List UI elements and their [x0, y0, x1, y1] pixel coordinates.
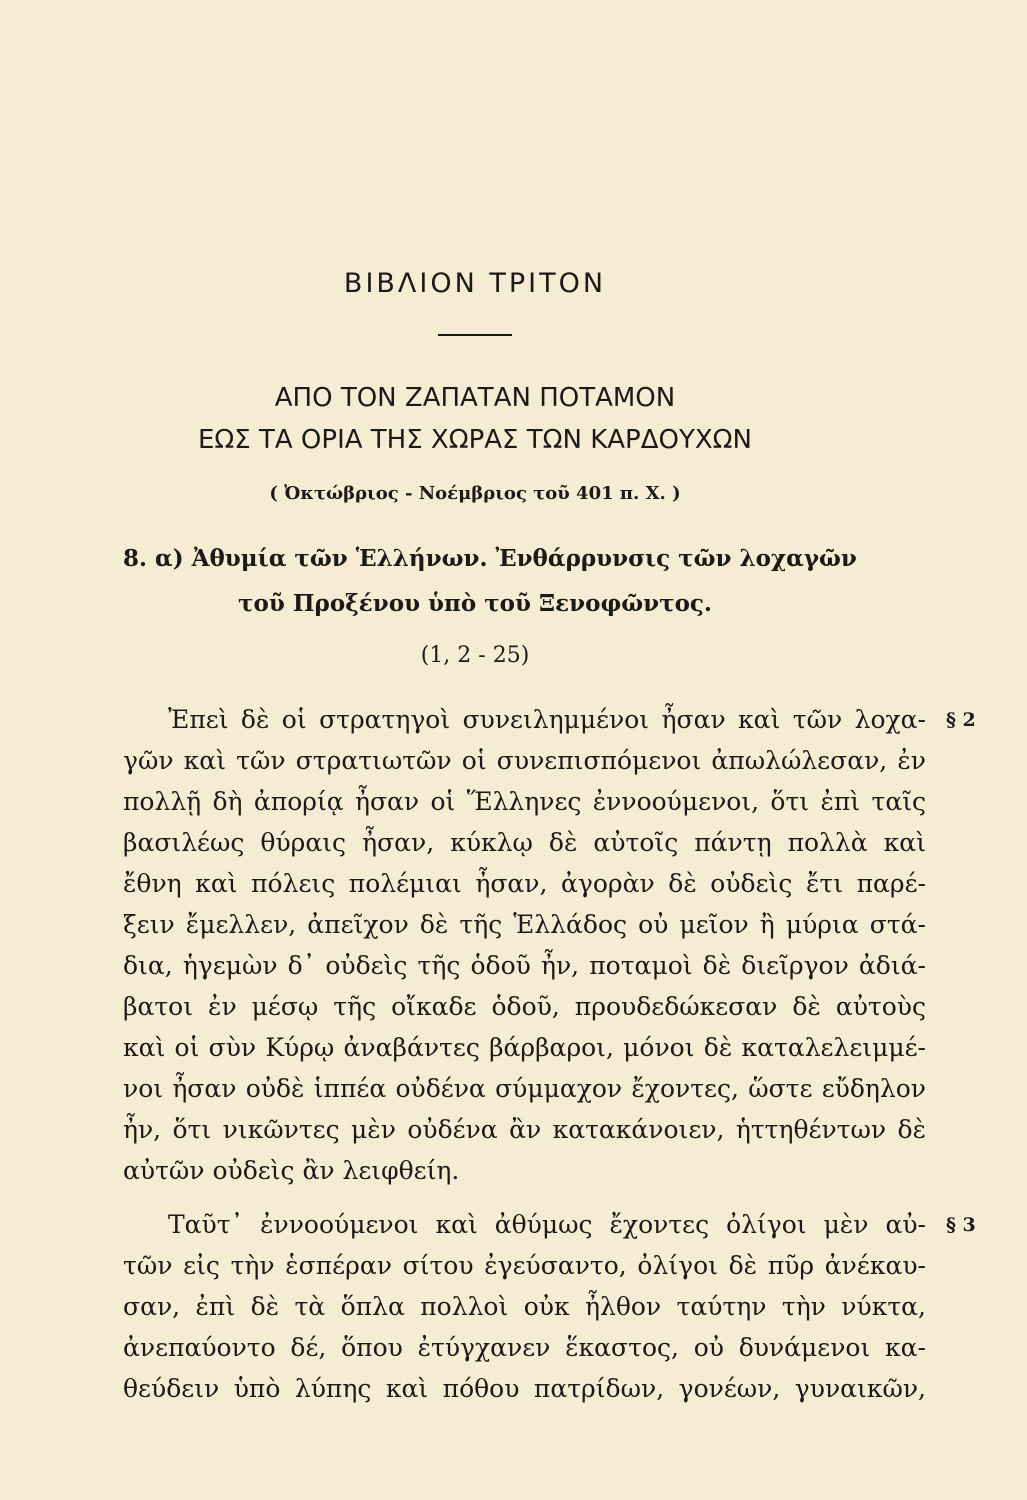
text-line: ἦν, ὅτι νικῶντες μὲν οὐδένα ἂν κατακάνοιεν, ἡττηθέντων δὲ [123, 1115, 926, 1144]
book-title: ΒΙΒΛΙΟΝ ΤΡΙΤΟΝ [343, 268, 607, 299]
text-line: Ἐπεὶ δὲ οἱ στρατηγοὶ συνειλημμένοι ἦσαν καὶ τῶν λοχα- [168, 705, 926, 734]
text-line: πολλῇ δὴ ἀπορίᾳ ἦσαν οἱ Ἕλληνες ἐννοούμενοι, ὅτι ἐπὶ ταῖς [123, 787, 926, 816]
date-line: ( Ὀκτώβριος - Νοέμβριος τοῦ 401 π. Χ. ) [269, 483, 681, 504]
passage-reference: (1, 2 - 25) [420, 643, 530, 668]
text-line: βατοι ἐν μέσῳ τῆς οἴκαδε ὁδοῦ, προυδεδώκεσαν δὲ αὐτοὺς [123, 992, 926, 1021]
chapter-heading-line-2: τοῦ Προξένου ὑπὸ τοῦ Ξενοφῶντος. [238, 590, 712, 617]
text-line: ἀνεπαύοντο δέ, ὅπου ἐτύγχανεν ἕκαστος, οὐ δυνάμενοι κα- [123, 1333, 926, 1362]
text-line: Ταῦτ᾽ ἐννοούμενοι καὶ ἀθύμως ἔχοντες ὀλίγοι μὲν αὐ- [168, 1210, 926, 1239]
section-title-line-1: ΑΠΟ ΤΟΝ ΖΑΠΑΤΑΝ ΠΟΤΑΜΟΝ [274, 383, 676, 413]
text-line: νοι ἦσαν οὐδὲ ἱππέα οὐδένα σύμμαχον ἔχοντες, ὥστε εὔδηλον [123, 1074, 926, 1103]
text-line: θεύδειν ὑπὸ λύπης καὶ πόθου πατρίδων, γονέων, γυναικῶν, [123, 1374, 926, 1403]
text-line: ἔθνη καὶ πόλεις πολέμιαι ἦσαν, ἀγορὰν δὲ οὐδεὶς ἔτι παρέ- [123, 869, 926, 898]
text-line: δια, ἡγεμὼν δ᾽ οὐδεὶς τῆς ὁδοῦ ἦν, ποταμοὶ δὲ διεῖργον ἀδιά- [123, 951, 926, 980]
text-line: αὐτῶν οὐδεὶς ἂν λειφθείη. [123, 1156, 460, 1185]
text-line: τῶν εἰς τὴν ἑσπέραν σίτου ἐγεύσαντο, ὀλίγοι δὲ πῦρ ἀνέκαυ- [123, 1251, 926, 1280]
chapter-heading-line-1: 8. α) Ἀθυμία τῶν Ἑλλήνων. Ἐνθάρρυνσις τῶν λοχαγῶν [123, 545, 857, 572]
title-rule [438, 334, 512, 336]
text-line: βασιλέως θύραις ἦσαν, κύκλῳ δὲ αὐτοῖς πάντῃ πολλὰ καὶ [123, 828, 926, 857]
text-line: καὶ οἱ σὺν Κύρῳ ἀναβάντες βάρβαροι, μόνοι δὲ καταλελειμμέ- [123, 1033, 926, 1062]
paragraph-mark: § 2 [946, 709, 976, 731]
text-line: γῶν καὶ τῶν στρατιωτῶν οἱ συνεπισπόμενοι ἀπωλώλεσαν, ἐν [123, 746, 926, 775]
text-line: ξειν ἔμελλεν, ἀπεῖχον δὲ τῆς Ἑλλάδος οὐ μεῖον ἢ μύρια στά- [123, 910, 926, 939]
paragraph-mark: § 3 [946, 1214, 976, 1236]
text-line: σαν, ἐπὶ δὲ τὰ ὅπλα πολλοὶ οὐκ ἦλθον ταύτην τὴν νύκτα, [123, 1292, 926, 1321]
section-title-line-2: ΕΩΣ ΤΑ ΟΡΙΑ ΤΗΣ ΧΩΡΑΣ ΤΩΝ ΚΑΡΔΟΥΧΩΝ [198, 425, 752, 455]
